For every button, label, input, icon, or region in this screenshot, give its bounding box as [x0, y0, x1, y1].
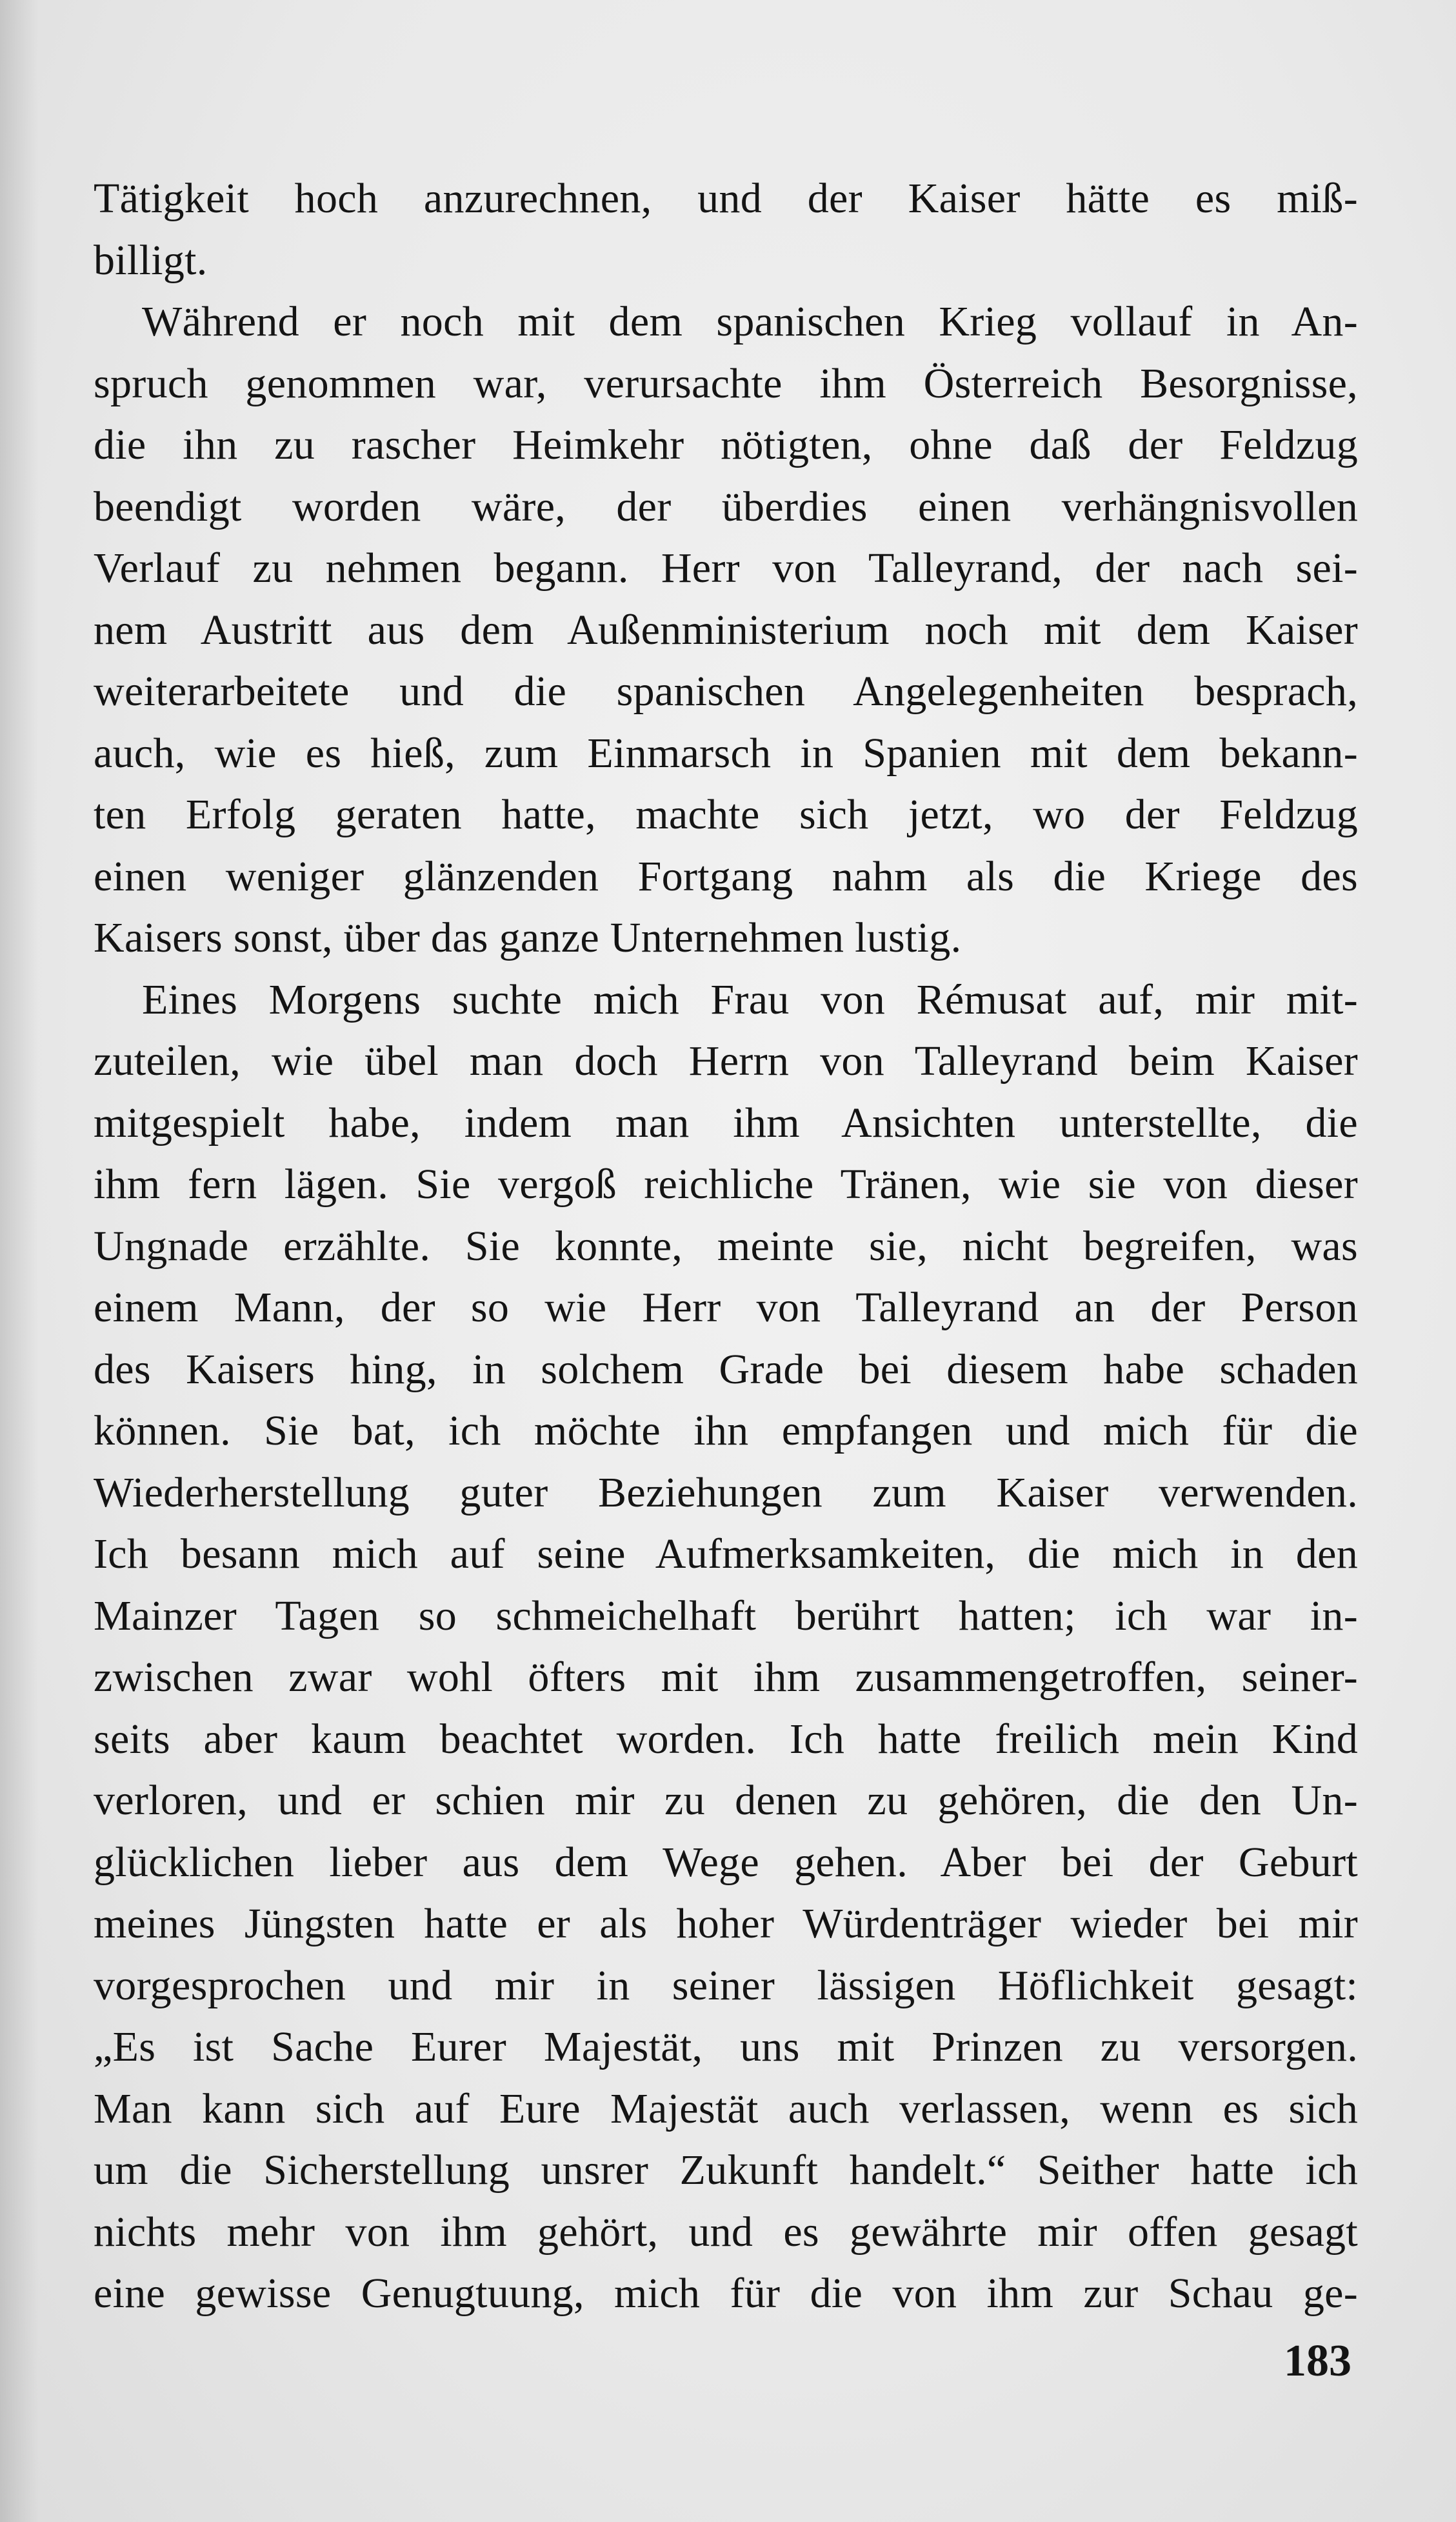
text-line: einen weniger glänzenden Fortgang nahm als die Kriege des	[94, 852, 1358, 900]
text-line: Mainzer Tagen so schmeichelhaft berührt hatten; ich war in-	[94, 1592, 1358, 1639]
text-line: weiterarbeitete und die spanischen Angelegenheiten besprach,	[94, 668, 1358, 715]
text-line: meines Jüngsten hatte er als hoher Würdenträger wieder bei mir	[94, 1900, 1358, 1947]
text-line: ten Erfolg geraten hatte, machte sich jetzt, wo der Feldzug	[94, 791, 1358, 838]
text-line: eine gewisse Genugtuung, mich für die von ihm zur Schau ge-	[94, 2270, 1358, 2317]
text-line: Tätigkeit hoch anzurechnen, und der Kaiser hätte es miß-	[94, 175, 1358, 222]
page-number: 183	[1284, 2336, 1351, 2386]
text-line: Eines Morgens suchte mich Frau von Rémusat auf, mir mit-	[142, 976, 1358, 1023]
text-line: Man kann sich auf Eure Majestät auch verlassen, wenn es sich	[94, 2085, 1358, 2132]
text-line: nichts mehr von ihm gehört, und es gewährte mir offen gesagt	[94, 2208, 1358, 2256]
text-line: zuteilen, wie übel man doch Herrn von Talleyrand beim Kaiser	[94, 1037, 1358, 1085]
page-gutter-shadow	[0, 0, 39, 2522]
body-text	[94, 168, 1358, 2325]
text-line: des Kaisers hing, in solchem Grade bei diesem habe schaden	[94, 1345, 1358, 1393]
text-line: Wiederherstellung guter Beziehungen zum Kaiser verwenden.	[94, 1468, 1358, 1516]
text-line: beendigt worden wäre, der überdies einen verhängnisvollen	[94, 483, 1358, 530]
text-line: Ich besann mich auf seine Aufmerksamkeiten, die mich in den	[94, 1530, 1358, 1577]
text-line: zwischen zwar wohl öfters mit ihm zusammengetroffen, seiner-	[94, 1654, 1358, 1701]
text-line: ihm fern lägen. Sie vergoß reichliche Tränen, wie sie von dieser	[94, 1161, 1358, 1208]
text-line: glücklichen lieber aus dem Wege gehen. Aber bei der Geburt	[94, 1838, 1358, 1886]
text-line: Kaisers sonst, über das ganze Unternehmen lustig.	[94, 914, 962, 961]
text-line: Ungnade erzählte. Sie konnte, meinte sie, nicht begreifen, was	[94, 1222, 1358, 1270]
text-line: Während er noch mit dem spanischen Krieg vollauf in An-	[142, 298, 1358, 345]
text-line: „Es ist Sache Eurer Majestät, uns mit Prinzen zu versorgen.	[94, 2023, 1358, 2070]
text-line: verloren, und er schien mir zu denen zu gehören, die den Un-	[94, 1777, 1358, 1824]
text-line: billigt.	[94, 236, 208, 284]
text-line: um die Sicherstellung unsrer Zukunft handelt.“ Seither hatte ich	[94, 2147, 1358, 2194]
text-line: spruch genommen war, verursachte ihm Österreich Besorgnisse,	[94, 359, 1358, 407]
text-line: einem Mann, der so wie Herr von Talleyrand an der Person	[94, 1284, 1358, 1331]
text-line: können. Sie bat, ich möchte ihn empfangen und mich für die	[94, 1407, 1358, 1454]
text-line: die ihn zu rascher Heimkehr nötigten, ohne daß der Feldzug	[94, 421, 1358, 468]
text-line: vorgesprochen und mir in seiner lässigen Höflichkeit gesagt:	[94, 1961, 1358, 2009]
text-line: mitgespielt habe, indem man ihm Ansichten unterstellte, die	[94, 1099, 1358, 1146]
text-line: nem Austritt aus dem Außenministerium noch mit dem Kaiser	[94, 606, 1358, 654]
text-line: Verlauf zu nehmen begann. Herr von Talleyrand, der nach sei-	[94, 545, 1358, 592]
text-line: seits aber kaum beachtet worden. Ich hatte freilich mein Kind	[94, 1715, 1358, 1763]
text-line: auch, wie es hieß, zum Einmarsch in Spanien mit dem bekann-	[94, 729, 1358, 777]
